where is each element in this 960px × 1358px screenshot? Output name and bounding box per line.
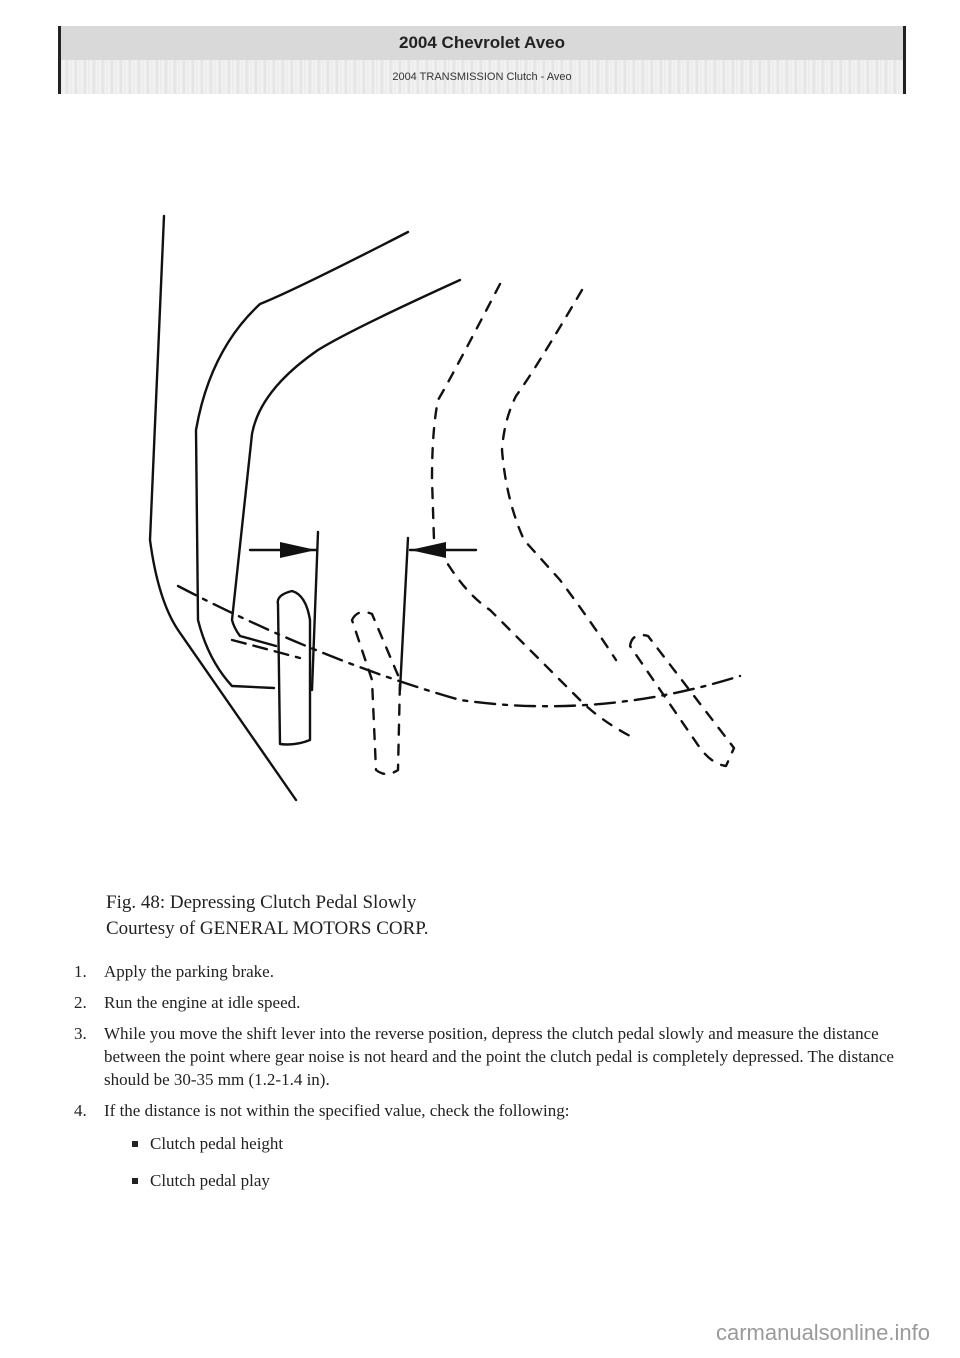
step-item (74, 960, 914, 983)
step-number: 3. (74, 1024, 87, 1043)
bullet-square-icon (132, 1178, 138, 1184)
dashed-arm-outer (432, 284, 630, 736)
step-text: If the distance is not within the specified value, check the following: (104, 1101, 570, 1120)
step-number: 4. (74, 1101, 87, 1120)
step-item (74, 991, 914, 1014)
check-item (132, 1132, 914, 1155)
header-title: 2004 Chevrolet Aveo (61, 26, 903, 60)
check-item-text: Clutch pedal play (150, 1171, 270, 1190)
pedal-arm-outer (196, 232, 408, 688)
step-item (74, 1022, 914, 1091)
marker-line-left (312, 532, 318, 690)
pedal-arm-inner (232, 280, 460, 646)
pedal-pad (278, 591, 310, 745)
arrow-left-head (280, 542, 316, 558)
step-text: Run the engine at idle speed. (104, 993, 301, 1012)
clutch-pedal-diagram (120, 200, 780, 820)
marker-line-right (400, 538, 408, 690)
floor-line (150, 216, 296, 800)
procedure-steps (74, 960, 914, 1206)
check-item (132, 1169, 914, 1192)
header-subtitle: 2004 TRANSMISSION Clutch - Aveo (61, 60, 903, 94)
bullet-square-icon (132, 1141, 138, 1147)
dashed-pad-right (630, 635, 734, 766)
step-text: Apply the parking brake. (104, 962, 274, 981)
step-item (74, 1099, 914, 1192)
dashed-pad-middle (352, 612, 400, 774)
dashed-arm-inner (502, 290, 616, 660)
figure-credit: Courtesy of GENERAL MOTORS CORP. (106, 918, 429, 939)
check-list (132, 1132, 914, 1192)
check-item-text: Clutch pedal height (150, 1134, 284, 1153)
step-text: While you move the shift lever into the reverse position, depress the clutch pedal slowly and measure the distance between the point where gear noise is not heard and the point the clutch pedal is completely depressed. The distance should be 30-35 mm (1.2-1.4 in). (104, 1024, 894, 1089)
figure-caption (106, 890, 429, 942)
page-header (58, 26, 906, 94)
figure-title: Fig. 48: Depressing Clutch Pedal Slowly (106, 892, 417, 913)
step-number: 1. (74, 962, 87, 981)
watermark: carmanualsonline.info (715, 1320, 930, 1345)
step-number: 2. (74, 993, 87, 1012)
